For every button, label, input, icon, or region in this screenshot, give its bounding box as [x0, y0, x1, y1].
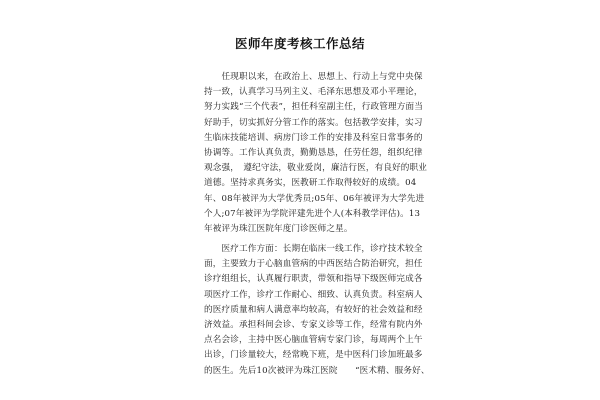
text-line: 个人;07年被评为学院评建先进个人(本科教学评估)。13 — [204, 208, 421, 219]
paragraph-2 — [204, 242, 430, 379]
text-line: 项医疗工作，诊疗工作耐心、细致、认真负责。科室病人 — [204, 289, 423, 300]
text-line: 任现职以来，在政治上、思想上、行动上与党中央保 — [204, 72, 423, 82]
text-line: 道德。坚持求真务实，医教研工作取得较好的成绩。04 — [204, 178, 417, 189]
text-line: 面，主要致力于心脑血管病的中西医结合防治研究，担任 — [204, 259, 423, 270]
text-line: 的医生。先后10次被评为珠江医院 “医术精、服务好、 — [204, 365, 430, 376]
text-line: 年、08年被评为大学优秀员;05年、06年被评为大学先进 — [204, 193, 425, 204]
text-line: 的医疗质量和病人满意率均较高，有较好的社会效益和经 — [204, 304, 423, 315]
text-line: 生临床技能培训、病房门诊工作的安排及科室日常事务的 — [204, 132, 423, 143]
document-body — [204, 70, 430, 379]
text-line: 好助手，切实抓好分管工作的落实。包括教学安排，实习 — [204, 117, 423, 128]
text-line: 观念强， 遵纪守法，敬业爱岗，廉洁行医，有良好的职业 — [204, 163, 428, 174]
text-line: 持一致，认真学习马列主义、毛泽东思想及邓小平理论， — [204, 87, 423, 98]
text-line: 努力实践“三个代表”，担任科室副主任，行政管理方面当 — [204, 102, 423, 113]
text-line: 诊疗组组长，认真履行职责，带领和指导下级医师完成各 — [204, 274, 423, 285]
text-line: 年被评为珠江医院年度门诊医师之星。 — [204, 223, 353, 234]
document-title: 医师年度考核工作总结 — [234, 36, 365, 51]
text-line: 协调等。工作认真负责，勤勤恳恳，任劳任怨，组织纪律 — [204, 147, 423, 158]
text-line: 出诊，门诊量较大，经常晚下班，是中医科门诊加班最多 — [204, 350, 423, 361]
text-line: 医疗工作方面：长期在临床一线工作，诊疗技术较全 — [204, 244, 423, 255]
paragraph-1 — [204, 70, 428, 237]
text-line: 点名会诊，主持中医心脑血管病专家门诊，每周两个上午 — [204, 335, 423, 346]
text-line: 济效益。承担科间会诊、专家义诊等工作，经常有院内外 — [204, 320, 423, 330]
